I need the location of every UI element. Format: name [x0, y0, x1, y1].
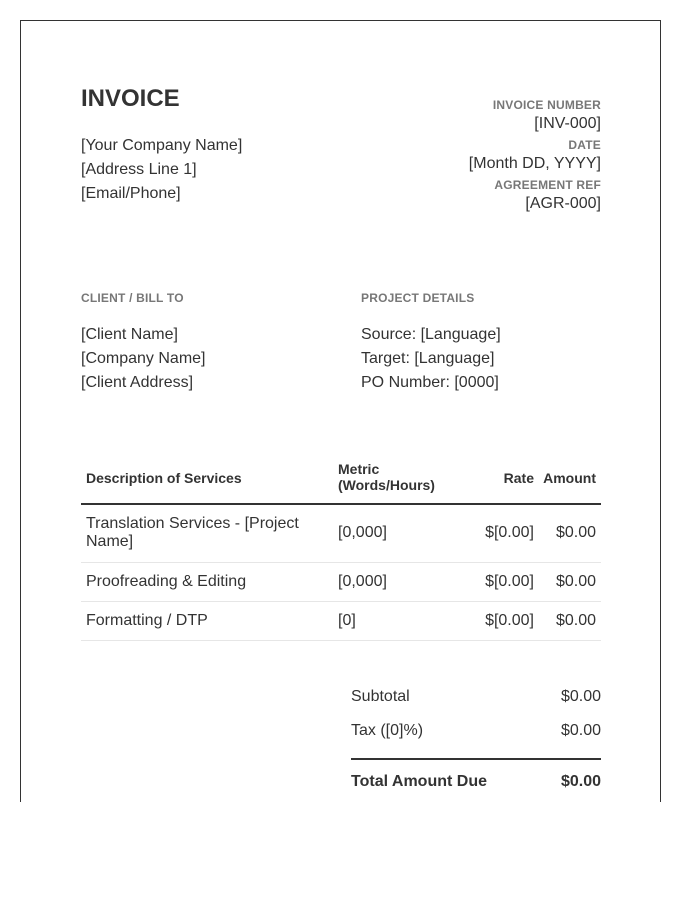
- invoice-meta: [469, 97, 601, 217]
- date-label: DATE: [568, 138, 601, 152]
- row-amount: $0.00: [555, 573, 596, 590]
- row-amount: $0.00: [555, 524, 596, 541]
- subtotal-value: $0.00: [560, 688, 601, 705]
- table-row: [81, 602, 601, 641]
- tax-label: Tax ([0]%): [351, 722, 424, 739]
- services-table: [81, 458, 601, 641]
- table-header: [81, 458, 601, 505]
- invoice-number-label: INVOICE NUMBER: [492, 98, 601, 112]
- client-company: [Company Name]: [81, 350, 206, 367]
- header-metric: [338, 461, 435, 493]
- tax-row: [351, 714, 601, 748]
- date-value: [Month DD, YYYY]: [468, 155, 601, 172]
- invoice-title: INVOICE: [81, 85, 180, 112]
- row-rate: $[0.00]: [485, 524, 534, 541]
- totals-block: [351, 680, 601, 800]
- project-source: Source: [Language]: [361, 326, 501, 343]
- row-description: Formatting / DTP: [86, 612, 208, 629]
- project-target: Target: [Language]: [361, 350, 495, 367]
- agreement-ref-label: AGREEMENT REF: [494, 178, 601, 192]
- sender-address: [Address Line 1]: [81, 161, 197, 178]
- row-metric: [0,000]: [338, 524, 387, 541]
- total-due-row: [351, 758, 601, 800]
- row-description: Translation Services - [Project Name]: [86, 515, 299, 550]
- header-metric-line1: Metric: [338, 461, 380, 477]
- total-due-label: Total Amount Due: [351, 773, 487, 790]
- header-rate: Rate: [503, 470, 534, 486]
- client-name: [Client Name]: [81, 326, 178, 343]
- project-details-block: [361, 323, 501, 395]
- client-address: [Client Address]: [81, 374, 194, 391]
- bill-to-label: CLIENT / BILL TO: [81, 291, 184, 305]
- row-rate: $[0.00]: [485, 573, 534, 590]
- subtotal-row: [351, 680, 601, 714]
- sender-block: [81, 134, 242, 206]
- sender-company: [Your Company Name]: [81, 137, 243, 154]
- table-row: [81, 563, 601, 602]
- header-amount: Amount: [543, 470, 596, 486]
- row-metric: [0]: [338, 612, 356, 629]
- agreement-ref-value: [AGR-000]: [525, 195, 601, 212]
- project-po: PO Number: [0000]: [361, 374, 499, 391]
- subtotal-label: Subtotal: [351, 688, 410, 705]
- row-rate: $[0.00]: [485, 612, 534, 629]
- row-amount: $0.00: [555, 612, 596, 629]
- total-due-value: $0.00: [560, 773, 601, 790]
- header-metric-line2: (Words/Hours): [338, 477, 435, 493]
- bill-to-block: [81, 323, 206, 395]
- row-metric: [0,000]: [338, 573, 387, 590]
- table-row: [81, 505, 601, 563]
- invoice-number-value: [INV-000]: [534, 115, 601, 132]
- project-details-label: PROJECT DETAILS: [361, 291, 475, 305]
- tax-value: $0.00: [560, 722, 601, 739]
- row-description: Proofreading & Editing: [86, 573, 247, 590]
- header-description: Description of Services: [86, 470, 242, 486]
- sender-contact: [Email/Phone]: [81, 185, 181, 202]
